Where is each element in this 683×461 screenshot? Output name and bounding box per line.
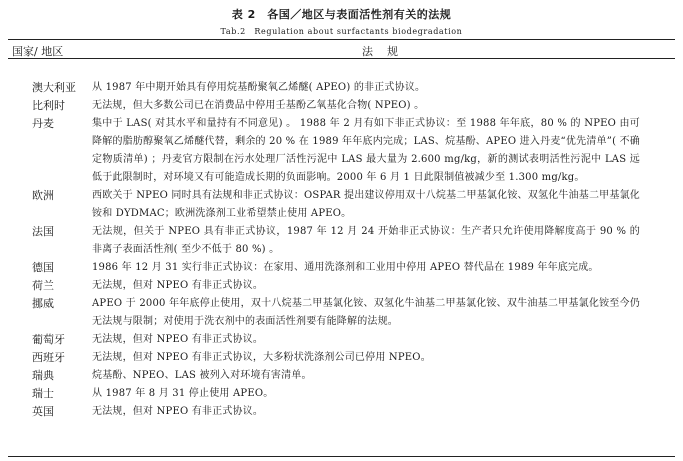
column-header-law: 法规 (362, 45, 412, 58)
row-country: 荷兰 (32, 279, 54, 292)
table-header-rule (8, 58, 675, 59)
row-law: APEO 于 2000 年年底停止使用，双十八烷基二甲基氯化铵、双氢化牛油基二甲基氯化铵、双牛油基二甲基氯化铵至今仍无法规与限制；对使用于洗衣剂中的表面活性剂要有能降解的法规。 (92, 298, 640, 327)
table-row (0, 223, 683, 259)
row-law: 集中于 LAS( 对其水平和量持有不同意见) 。 1988 年 2 月有如下非正式协议：至 1988 年年底，80 % 的 NPEO 由可降解的脂肪醇聚氧乙烯醚代替，剩余的 20 % 在 1989 年年底内完成；LAS、烷基酚、APEO 进入丹麦“优先清单”( 不确定物质清单) ；丹麦官方限制在污水处理厂活性污泥中 LAS 最大量为 2.600 mg/kg，新的测试表明活性污泥中 LAS 远低于此限制时，对环境又有可能造成长期的负面影响。2000 年 6 月 1 日此限制值被减少至 1.300 mg/kg。 (92, 118, 640, 183)
row-country: 瑞典 (32, 369, 54, 382)
row-country: 法国 (32, 225, 54, 238)
table-top-rule (8, 39, 675, 40)
table-row (0, 187, 683, 223)
table-bottom-rule (8, 456, 675, 457)
row-law: 无法规，但对 NPEO 有非正式协议。 (92, 334, 264, 345)
table-row (0, 115, 683, 187)
table-row (0, 277, 683, 295)
row-law: 无法规，但对 NPEO 有非正式协议。 (92, 406, 264, 417)
row-country: 西班牙 (32, 351, 65, 364)
row-country: 挪威 (32, 297, 54, 310)
table-row (0, 295, 683, 331)
row-country: 葡萄牙 (32, 333, 65, 346)
table-row (0, 403, 683, 421)
row-country: 英国 (32, 405, 54, 418)
table-row (0, 259, 683, 277)
table-row (0, 367, 683, 385)
table-body (0, 79, 683, 421)
row-country: 澳大利亚 (32, 81, 76, 94)
column-header-country: 国家/ 地区 (12, 45, 64, 58)
row-law: 无法规，但对 NPEO 有非正式协议，大多粉状洗涤剂公司已停用 NPEO。 (92, 352, 431, 363)
table-caption-english: Tab.2 Regulation about surfactants biodegradation (220, 27, 463, 36)
row-law: 烷基酚、NPEO、LAS 被列入对环境有害清单。 (92, 370, 312, 381)
row-country: 德国 (32, 261, 54, 274)
table-row (0, 349, 683, 367)
row-law: 无法规，但大多数公司已在消费品中停用壬基酚乙氧基化合物( NPEO) 。 (92, 100, 425, 111)
row-country: 欧洲 (32, 189, 54, 202)
row-country: 丹麦 (32, 117, 54, 130)
table-row (0, 79, 683, 97)
table-row (0, 97, 683, 115)
row-law: 从 1987 年中期开始具有停用烷基酚聚氧乙烯醚( APEO) 的非正式协议。 (92, 82, 426, 93)
row-law: 无法规，但关于 NPEO 具有非正式协议，1987 年 12 月 24 开始非正式协议：生产者只允许使用降解度高于 90 % 的非离子表面活性剂( 至少不低于 80 %) 。 (92, 226, 640, 255)
table-row (0, 331, 683, 349)
row-law: 西欧关于 NPEO 同时具有法规和非正式协议：OSPAR 提出建议停用双十八烷基二甲基氯化铵、双氢化牛油基二甲基氯化铵和 DYDMAC；欧洲洗涤剂工业希望禁止使用 APEO。 (92, 190, 640, 219)
table-caption-chinese: 表 2 各国／地区与表面活性剂有关的法规 (231, 8, 452, 21)
row-law: 从 1987 年 8 月 31 停止使用 APEO。 (92, 388, 274, 399)
row-country: 瑞士 (32, 387, 54, 400)
row-country: 比利时 (32, 99, 65, 112)
row-law: 无法规，但对 NPEO 有非正式协议。 (92, 280, 264, 291)
table-row (0, 385, 683, 403)
row-law: 1986 年 12 月 31 实行非正式协议：在家用、通用洗涤剂和工业用中停用 APEO 替代品在 1989 年年底完成。 (92, 262, 599, 273)
